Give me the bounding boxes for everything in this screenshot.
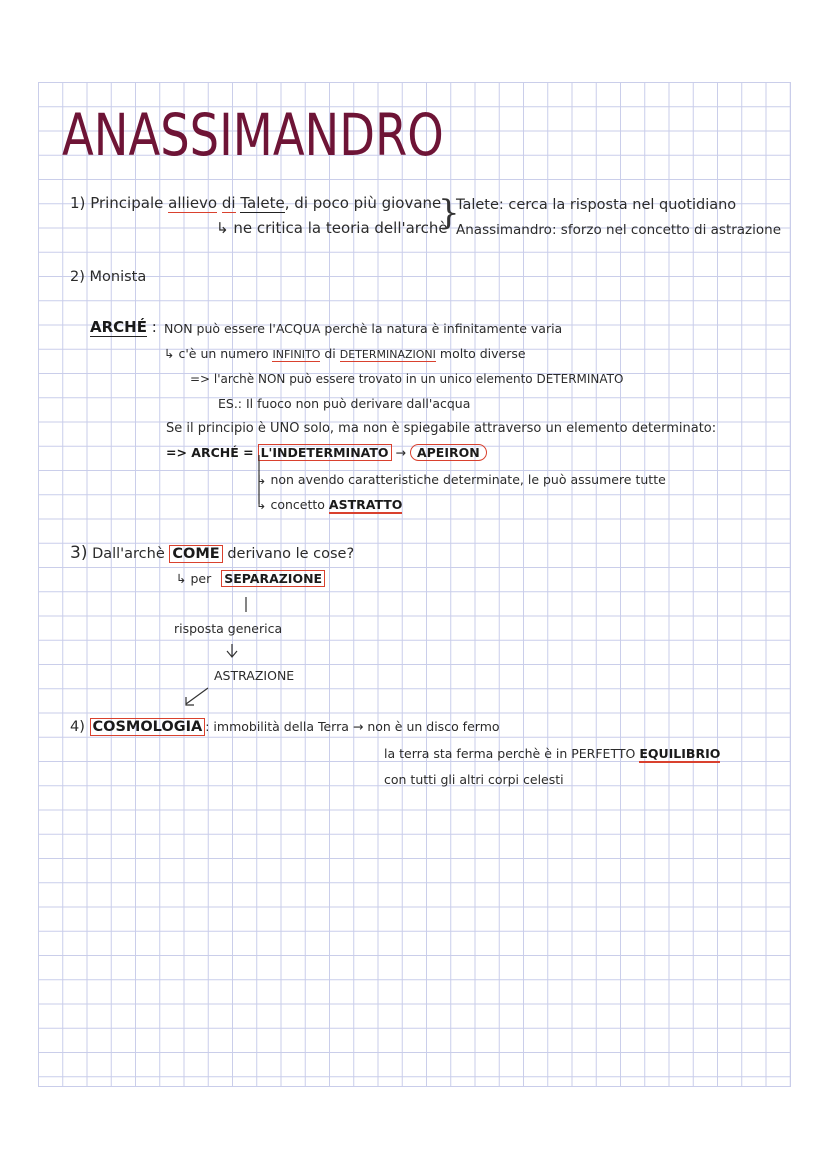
arche-line-5: Se il principio è UNO solo, ma non è spiegabile attraverso un elemento determinato: — [166, 421, 717, 436]
indeterminato-box: L'INDETERMINATO — [258, 444, 392, 461]
anassimandro-note: Anassimandro: sforzo nel concetto di astrazione — [456, 222, 782, 238]
separazione-box: SEPARAZIONE — [221, 570, 325, 587]
section-4-line-3: con tutti gli altri corpi celesti — [384, 772, 564, 787]
arche-line-2-c: molto diverse — [439, 346, 526, 361]
section-4-number: 4) — [70, 719, 85, 735]
word-determinazioni: DETERMINAZIONI — [339, 348, 436, 361]
arche-label: ARCHÉ — [90, 318, 147, 336]
word-allievo: allievo — [168, 194, 218, 212]
hook-arrow-icon: ↳ — [256, 472, 267, 487]
arche-equals: => ARCHÉ = — [166, 445, 254, 460]
word-come: COME — [169, 545, 222, 563]
astrazione: ASTRAZIONE — [214, 668, 295, 683]
arche-line-8-a: concetto — [270, 497, 325, 512]
arche-colon: : — [151, 318, 157, 336]
talete-note: Talete: cerca la risposta nel quotidiano — [456, 197, 737, 213]
section-1-number: 1) — [70, 194, 86, 212]
risposta-generica: risposta generica — [174, 621, 283, 636]
section-3-number: 3) — [70, 543, 88, 563]
hook-arrow-icon: ↳ — [256, 497, 267, 512]
section-4-line-1-text: : immobilità della Terra → non è un disco fermo — [205, 719, 500, 734]
section-4-line-2-a: la terra sta ferma perchè è in PERFETTO — [384, 746, 636, 761]
word-per: per — [190, 571, 212, 586]
word-equilibrio: EQUILIBRIO — [639, 746, 721, 761]
section-3-a: Dall'archè — [92, 546, 165, 562]
cosmologia-box: COSMOLOGIA — [90, 718, 206, 736]
arrow-down-left-icon — [186, 688, 208, 705]
hook-arrow-icon: ↳ — [164, 346, 175, 361]
arrow-right-icon: → — [395, 445, 406, 460]
arche-line-7-text: non avendo caratteristiche determinate, le può assumere tutte — [270, 472, 666, 487]
arrow-down-icon — [227, 644, 237, 657]
page-title: ANASSIMANDRO — [62, 101, 444, 169]
hook-arrow-icon: ↳ — [216, 219, 229, 237]
arche-line-3: => l'archè NON può essere trovato in un unico elemento DETERMINATO — [190, 372, 624, 386]
word-principale: Principale — [90, 194, 164, 212]
section-2-heading: 2) Monista — [70, 269, 147, 285]
arche-example: ES.: Il fuoco non può derivare dall'acqua — [218, 396, 471, 411]
hook-arrow-icon: ↳ — [176, 571, 187, 586]
word-astratto: ASTRATTO — [328, 497, 403, 512]
word-di: di — [221, 194, 236, 212]
section-3-b: derivano le cose? — [227, 546, 355, 562]
section-1-rest: , di poco più giovane — [284, 194, 442, 212]
brace-icon: } — [438, 193, 460, 233]
word-infinito: INFINITO — [272, 348, 321, 361]
word-talete: Talete — [240, 194, 285, 212]
arche-line-2-a: c'è un numero — [178, 346, 269, 361]
section-1-line-2-text: ne critica la teoria dell'archè — [233, 219, 448, 237]
arche-line-1: NON può essere l'ACQUA perchè la natura è infinitamente varia — [164, 321, 563, 336]
arche-line-2-b: di — [324, 346, 336, 361]
apeiron-oval: APEIRON — [410, 444, 487, 461]
